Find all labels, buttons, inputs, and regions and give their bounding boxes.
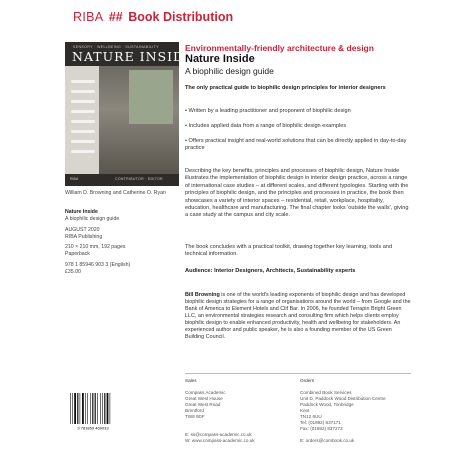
barcode-bar (82, 393, 84, 424)
author-bio (185, 292, 411, 341)
barcode-number: 9 781859 469033 (77, 425, 109, 431)
cover-rack (71, 100, 95, 103)
sales-line: Great West Road (185, 402, 221, 407)
category-label: Environmentally-friendly architecture & design (185, 43, 374, 53)
barcode-bar (104, 393, 105, 424)
cover-photo (65, 66, 179, 174)
cover-wall (65, 66, 99, 174)
feature-list (185, 108, 411, 160)
cover-rack (71, 110, 95, 113)
cover-rack (71, 90, 95, 93)
barcode-bar (87, 393, 88, 424)
orders-line: Combined Book Services (300, 390, 352, 395)
cover-authors: CONTRIBUTOR · EDITOR (115, 177, 163, 181)
bio-name: Bill Browning (185, 292, 220, 298)
list-item: • Written by a leading practitioner and proponent of biophilic design (185, 108, 351, 114)
side-publisher: RIBA Publishing (65, 234, 103, 240)
barcode-graphic (67, 391, 119, 431)
orders-line: Fax: (01892) 837272 (300, 426, 343, 431)
isbn-barcode (67, 391, 119, 431)
sales-line: Brentford (185, 408, 204, 413)
orders-contact (300, 378, 400, 444)
barcode-bar (107, 393, 109, 424)
sales-email[interactable]: E: ss@compass-academic.co.uk (185, 432, 252, 437)
orders-line: Tel: (01892) 837171 (300, 420, 341, 425)
cover-bottom-strip (65, 174, 179, 186)
side-isbn: 978 1 85946 903 3 (English) (65, 262, 131, 268)
barcode-bar (85, 393, 86, 424)
cover-rack (71, 120, 95, 123)
cover-rack (71, 140, 95, 143)
side-book-title: Nature Inside (65, 209, 98, 215)
side-publication (65, 227, 102, 241)
cover-window (129, 70, 173, 124)
cover-rack (71, 80, 95, 83)
barcode-bar (72, 393, 73, 424)
book-description: Describing the key benefits, principles and processes of biophilic design, Nature Inside illustrates the implementation of biophilic design in interior design practice, across a range of international case studies – at different scales, and different typologies. Starting with the principles of biophilic design, and the principles and processes in practice, the book then showcases a variety of interior spaces – residential, retail, workplace, hospitality, education, healthcare and manufacturing. The final chapter looks 'outside the walls', giving a case study at the campus and city scale. (185, 168, 409, 219)
cover-top-strip (65, 42, 195, 66)
footer-divider (185, 373, 411, 374)
barcode-bar (77, 393, 78, 424)
orders-line: Kent (300, 408, 310, 413)
sales-line: Great West House (185, 396, 223, 401)
sales-heading: Sales (185, 378, 197, 383)
sales-contact (185, 378, 285, 444)
lead-statement: The only practical guide to biophilic design principles for interior designers (185, 85, 386, 91)
side-authors: William D. Browning and Catherine O. Ryan (65, 190, 166, 196)
side-isbn-price (65, 262, 130, 276)
cover-rack (71, 150, 95, 153)
barcode-bar (110, 393, 111, 424)
barcode-bar (80, 393, 81, 424)
riba-mark-icon: ## (108, 10, 123, 24)
header-title: Book Distribution (128, 10, 234, 24)
audience-line: Audience: Interior Designers, Architects, Sustainability experts (185, 268, 356, 274)
barcode-bar (70, 393, 71, 424)
sales-website[interactable]: W: www.compass-academic.co.uk (185, 438, 255, 443)
barcode-bar (100, 393, 101, 424)
orders-email[interactable]: E: orders@combook.co.uk (300, 438, 355, 443)
book-cover-image (65, 42, 195, 186)
sales-line: TW8 9DF (185, 414, 205, 419)
list-item: • Includes applied data from a range of biophilic design examples (185, 123, 347, 129)
side-date: AUGUST 2020 (65, 227, 100, 233)
side-price: £35.00 (65, 269, 81, 275)
sales-line: Compass Academic (185, 390, 226, 395)
orders-line: Unit D, Paddock Wood Distribution Centre (300, 396, 386, 401)
cover-publisher: RIBA (70, 177, 79, 181)
side-dimensions: 210 × 210 mm, 192 pages (65, 244, 126, 250)
side-format (65, 244, 125, 258)
orders-heading: Orders (300, 378, 315, 383)
cover-title: NATURE INSIDE (72, 49, 195, 64)
orders-line: TN12 6UU (300, 414, 322, 419)
side-book-subtitle: A biophilic design guide (65, 216, 120, 222)
riba-logo-text: RIBA (73, 10, 104, 24)
barcode-bar (102, 393, 103, 424)
barcode-bar (95, 393, 96, 424)
barcode-bar (92, 393, 93, 424)
cover-series: SENSORY · WELLBEING · SUSTAINABILITY (73, 45, 159, 49)
cover-rack (71, 130, 95, 133)
orders-line: Paddock Wood, Tonbridge (300, 402, 354, 407)
barcode-bar (97, 393, 98, 424)
book-title: Nature Inside (185, 53, 255, 65)
barcode-bar (74, 393, 76, 424)
list-item: • Offers practical insight and real-world solutions that can be directly applied in day-to-day practice (185, 138, 407, 151)
book-closing: The book concludes with a practical toolkit, drawing together key learning, tools and technical information. (185, 244, 393, 258)
bio-text: is one of the world's leading exponents of biophilic design and has developed biophilic design strategies for a range of organisations around the world – from Google and the Bank of America to Element Hotels and Clif Bar. In 2006, he founded Terrapin Bright Green LLC, an environmental strategies research and consulting firm which helps clients employ biophilic design to enable enhanced productivity, health and wellbeing for stakeholders. An experienced author and public speaker, he is also a founding member of the US Green Building Council. (185, 292, 411, 340)
brand-header (73, 10, 233, 24)
book-subtitle: A biophilic design guide (185, 66, 274, 76)
side-binding: Paperback (65, 251, 90, 257)
barcode-bar (90, 393, 91, 424)
